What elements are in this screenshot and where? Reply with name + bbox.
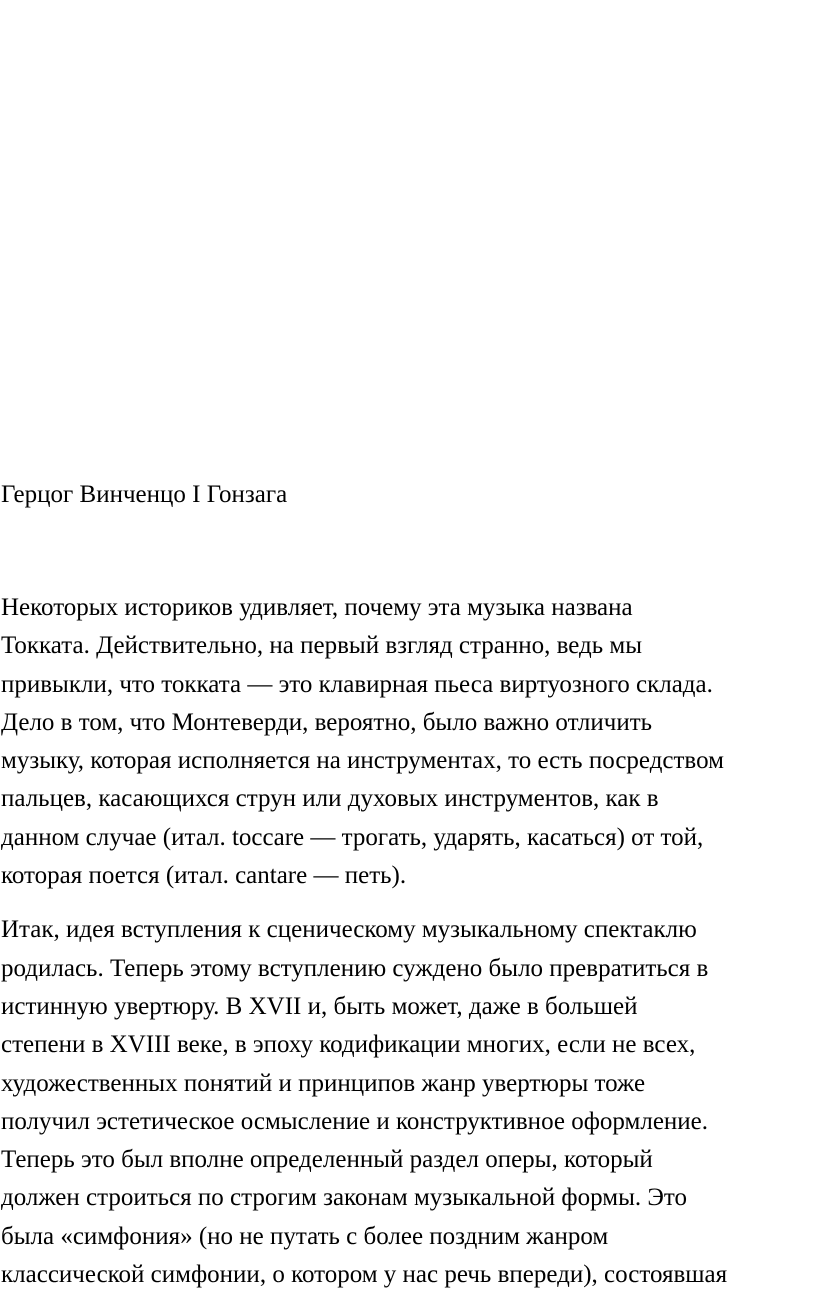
- text-line: Итак, идея вступления к сценическому музыкальному спектаклю: [1, 916, 697, 944]
- body-text: [1, 589, 816, 1310]
- text-line: Токката. Действительно, на первый взгляд странно, ведь мы: [1, 632, 643, 660]
- text-line: музыку, которая исполняется на инструментах, то есть посредством: [1, 747, 724, 775]
- text-line: истинную увертюру. В XVII и, быть может, даже в большей: [1, 992, 638, 1020]
- text-line: степени в XVIII веке, в эпоху кодификации многих, если не всех,: [1, 1031, 696, 1059]
- text-line: классической симфонии, о котором у нас речь впереди), состоявшая: [1, 1261, 728, 1289]
- text-line: была «симфония» (но не путать с более поздним жанром: [1, 1222, 609, 1250]
- text-line: родилась. Теперь этому вступлению суждено было превратиться в: [1, 954, 709, 982]
- text-line: пальцев, касающихся струн или духовых инструментов, как в: [1, 785, 659, 813]
- paragraph-1: [1, 589, 816, 895]
- paragraph-2: [1, 911, 816, 1294]
- text-line: художественных понятий и принципов жанр увертюры тоже: [1, 1069, 646, 1097]
- text-line: Теперь это был вполне определенный раздел оперы, который: [1, 1146, 653, 1174]
- text-line: должен строиться по строгим законам музыкальной формы. Это: [1, 1184, 687, 1212]
- text-line: Некоторых историков удивляет, почему эта музыка названа: [1, 594, 633, 621]
- text-line: которая поется (итал. cantare — петь).: [1, 862, 407, 890]
- text-line: получил эстетическое осмысление и конструктивное оформление.: [1, 1107, 709, 1135]
- image-caption: Герцог Винченцо I Гонзага: [1, 481, 288, 508]
- text-line: Дело в том, что Монтеверди, вероятно, было важно отличить: [1, 708, 653, 736]
- text-line: привыкли, что токката — это клавирная пьеса виртуозного склада.: [1, 670, 713, 698]
- text-line: данном случае (итал. toccare — трогать, ударять, касаться) от той,: [1, 823, 704, 851]
